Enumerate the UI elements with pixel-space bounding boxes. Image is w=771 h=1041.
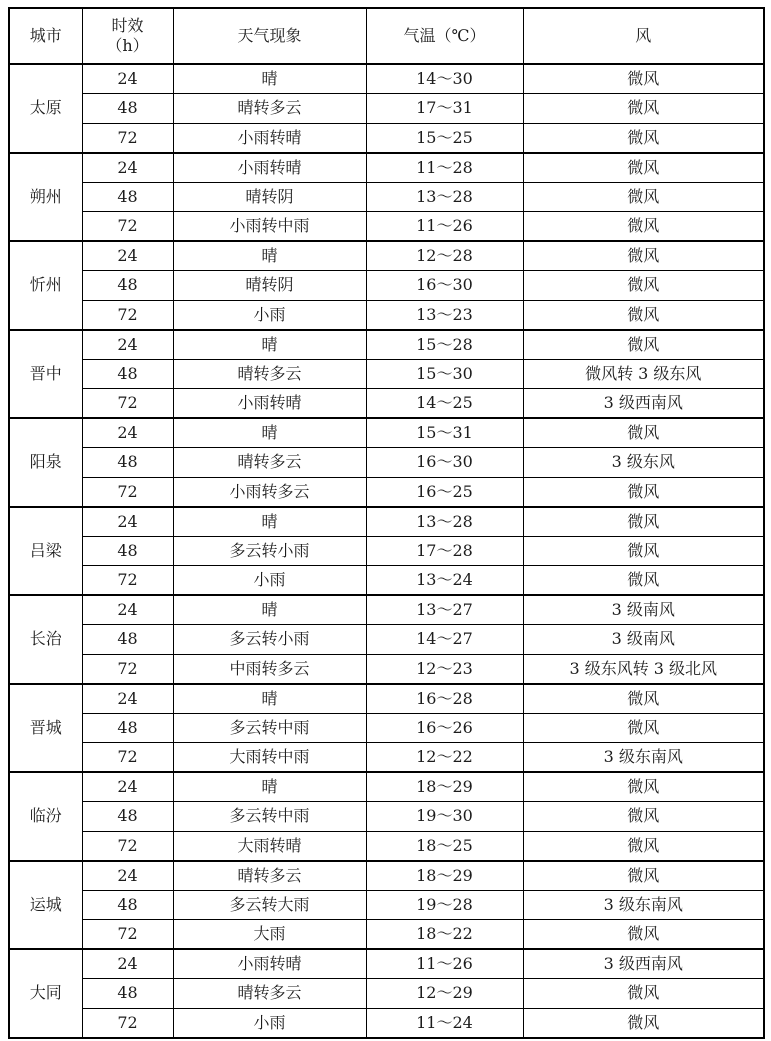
weather-cell: 晴 bbox=[173, 684, 366, 714]
temp-cell: 15～28 bbox=[366, 330, 523, 360]
period-cell: 72 bbox=[82, 1008, 173, 1038]
forecast-row bbox=[9, 241, 764, 271]
forecast-row bbox=[9, 802, 764, 832]
temp-cell: 13～28 bbox=[366, 182, 523, 212]
period-cell: 48 bbox=[82, 448, 173, 478]
temp-cell: 12～22 bbox=[366, 743, 523, 773]
weather-cell: 晴转多云 bbox=[173, 359, 366, 389]
temp-cell: 14～27 bbox=[366, 625, 523, 655]
period-cell: 48 bbox=[82, 536, 173, 566]
header-row bbox=[9, 8, 764, 64]
wind-cell: 3 级南风 bbox=[523, 625, 764, 655]
wind-cell: 微风 bbox=[523, 831, 764, 861]
temp-cell: 14～30 bbox=[366, 64, 523, 94]
wind-cell: 微风 bbox=[523, 1008, 764, 1038]
weather-cell: 多云转中雨 bbox=[173, 713, 366, 743]
temp-cell: 16～26 bbox=[366, 713, 523, 743]
temp-cell: 19～30 bbox=[366, 802, 523, 832]
weather-cell: 小雨 bbox=[173, 300, 366, 330]
weather-cell: 晴 bbox=[173, 241, 366, 271]
temp-cell: 18～29 bbox=[366, 772, 523, 802]
weather-cell: 晴转阴 bbox=[173, 271, 366, 301]
header-period-line2: （h） bbox=[106, 36, 149, 55]
weather-cell: 小雨转晴 bbox=[173, 153, 366, 183]
weather-cell: 晴转多云 bbox=[173, 861, 366, 891]
wind-cell: 微风 bbox=[523, 802, 764, 832]
forecast-row bbox=[9, 625, 764, 655]
temp-cell: 11～26 bbox=[366, 949, 523, 979]
period-cell: 72 bbox=[82, 123, 173, 153]
period-cell: 48 bbox=[82, 713, 173, 743]
table-header bbox=[9, 8, 764, 64]
weather-cell: 大雨转中雨 bbox=[173, 743, 366, 773]
wind-cell: 微风 bbox=[523, 536, 764, 566]
weather-cell: 晴转阴 bbox=[173, 182, 366, 212]
city-cell: 朔州 bbox=[9, 153, 82, 242]
temp-cell: 11～24 bbox=[366, 1008, 523, 1038]
city-cell: 阳泉 bbox=[9, 418, 82, 507]
forecast-row bbox=[9, 654, 764, 684]
weather-cell: 多云转大雨 bbox=[173, 890, 366, 920]
temp-cell: 14～25 bbox=[366, 389, 523, 419]
temp-cell: 13～23 bbox=[366, 300, 523, 330]
period-cell: 72 bbox=[82, 389, 173, 419]
header-temperature: 气温（℃） bbox=[366, 8, 523, 64]
period-cell: 24 bbox=[82, 684, 173, 714]
wind-cell: 微风 bbox=[523, 330, 764, 360]
period-cell: 48 bbox=[82, 625, 173, 655]
wind-cell: 微风 bbox=[523, 212, 764, 242]
temp-cell: 12～29 bbox=[366, 979, 523, 1009]
wind-cell: 微风 bbox=[523, 507, 764, 537]
wind-cell: 微风 bbox=[523, 94, 764, 124]
weather-cell: 晴转多云 bbox=[173, 448, 366, 478]
wind-cell: 3 级西南风 bbox=[523, 389, 764, 419]
forecast-row bbox=[9, 94, 764, 124]
wind-cell: 微风 bbox=[523, 861, 764, 891]
wind-cell: 3 级东风转 3 级北风 bbox=[523, 654, 764, 684]
temp-cell: 11～26 bbox=[366, 212, 523, 242]
forecast-row bbox=[9, 979, 764, 1009]
header-period-line1: 时效 bbox=[111, 16, 144, 35]
city-cell: 太原 bbox=[9, 64, 82, 153]
weather-cell: 晴 bbox=[173, 595, 366, 625]
forecast-row bbox=[9, 389, 764, 419]
temp-cell: 18～22 bbox=[366, 920, 523, 950]
period-cell: 24 bbox=[82, 153, 173, 183]
period-cell: 48 bbox=[82, 890, 173, 920]
temp-cell: 15～25 bbox=[366, 123, 523, 153]
header-city: 城市 bbox=[9, 8, 82, 64]
period-cell: 48 bbox=[82, 271, 173, 301]
period-cell: 24 bbox=[82, 507, 173, 537]
wind-cell: 微风转 3 级东风 bbox=[523, 359, 764, 389]
weather-cell: 晴 bbox=[173, 418, 366, 448]
temp-cell: 18～29 bbox=[366, 861, 523, 891]
period-cell: 24 bbox=[82, 330, 173, 360]
weather-forecast-table bbox=[8, 7, 765, 1039]
temp-cell: 17～28 bbox=[366, 536, 523, 566]
wind-cell: 3 级西南风 bbox=[523, 949, 764, 979]
forecast-row bbox=[9, 359, 764, 389]
weather-cell: 大雨转晴 bbox=[173, 831, 366, 861]
period-cell: 72 bbox=[82, 831, 173, 861]
period-cell: 72 bbox=[82, 654, 173, 684]
temp-cell: 16～30 bbox=[366, 271, 523, 301]
wind-cell: 微风 bbox=[523, 300, 764, 330]
forecast-row bbox=[9, 684, 764, 714]
forecast-row bbox=[9, 861, 764, 891]
weather-cell: 小雨转晴 bbox=[173, 949, 366, 979]
forecast-row bbox=[9, 271, 764, 301]
period-cell: 24 bbox=[82, 64, 173, 94]
temp-cell: 18～25 bbox=[366, 831, 523, 861]
weather-cell: 晴转多云 bbox=[173, 979, 366, 1009]
city-cell: 吕梁 bbox=[9, 507, 82, 596]
city-cell: 晋中 bbox=[9, 330, 82, 419]
forecast-row bbox=[9, 182, 764, 212]
forecast-row bbox=[9, 949, 764, 979]
forecast-row bbox=[9, 123, 764, 153]
weather-cell: 小雨 bbox=[173, 1008, 366, 1038]
header-weather: 天气现象 bbox=[173, 8, 366, 64]
forecast-row bbox=[9, 448, 764, 478]
table-body bbox=[9, 64, 764, 1038]
wind-cell: 微风 bbox=[523, 684, 764, 714]
temp-cell: 16～30 bbox=[366, 448, 523, 478]
city-cell: 临汾 bbox=[9, 772, 82, 861]
weather-cell: 小雨转多云 bbox=[173, 477, 366, 507]
city-cell: 长治 bbox=[9, 595, 82, 684]
wind-cell: 微风 bbox=[523, 772, 764, 802]
city-cell: 大同 bbox=[9, 949, 82, 1038]
period-cell: 24 bbox=[82, 949, 173, 979]
wind-cell: 微风 bbox=[523, 271, 764, 301]
temp-cell: 11～28 bbox=[366, 153, 523, 183]
period-cell: 48 bbox=[82, 94, 173, 124]
period-cell: 24 bbox=[82, 418, 173, 448]
period-cell: 24 bbox=[82, 772, 173, 802]
forecast-row bbox=[9, 212, 764, 242]
forecast-row bbox=[9, 300, 764, 330]
weather-cell: 晴转多云 bbox=[173, 94, 366, 124]
temp-cell: 12～23 bbox=[366, 654, 523, 684]
temp-cell: 15～31 bbox=[366, 418, 523, 448]
weather-cell: 小雨 bbox=[173, 566, 366, 596]
weather-cell: 小雨转晴 bbox=[173, 389, 366, 419]
wind-cell: 微风 bbox=[523, 979, 764, 1009]
period-cell: 72 bbox=[82, 566, 173, 596]
forecast-row bbox=[9, 595, 764, 625]
temp-cell: 17～31 bbox=[366, 94, 523, 124]
weather-cell: 多云转小雨 bbox=[173, 625, 366, 655]
period-cell: 48 bbox=[82, 979, 173, 1009]
period-cell: 48 bbox=[82, 359, 173, 389]
forecast-row bbox=[9, 1008, 764, 1038]
temp-cell: 15～30 bbox=[366, 359, 523, 389]
forecast-row bbox=[9, 418, 764, 448]
forecast-row bbox=[9, 772, 764, 802]
forecast-row bbox=[9, 890, 764, 920]
temp-cell: 19～28 bbox=[366, 890, 523, 920]
forecast-row bbox=[9, 566, 764, 596]
forecast-row bbox=[9, 920, 764, 950]
weather-cell: 晴 bbox=[173, 507, 366, 537]
wind-cell: 微风 bbox=[523, 241, 764, 271]
weather-cell: 小雨转中雨 bbox=[173, 212, 366, 242]
wind-cell: 3 级南风 bbox=[523, 595, 764, 625]
period-cell: 72 bbox=[82, 212, 173, 242]
period-cell: 72 bbox=[82, 920, 173, 950]
wind-cell: 微风 bbox=[523, 477, 764, 507]
period-cell: 72 bbox=[82, 300, 173, 330]
wind-cell: 微风 bbox=[523, 566, 764, 596]
period-cell: 72 bbox=[82, 743, 173, 773]
weather-cell: 晴 bbox=[173, 772, 366, 802]
forecast-row bbox=[9, 64, 764, 94]
weather-cell: 多云转中雨 bbox=[173, 802, 366, 832]
temp-cell: 12～28 bbox=[366, 241, 523, 271]
city-cell: 晋城 bbox=[9, 684, 82, 773]
header-wind: 风 bbox=[523, 8, 764, 64]
forecast-row bbox=[9, 536, 764, 566]
temp-cell: 13～27 bbox=[366, 595, 523, 625]
forecast-row bbox=[9, 713, 764, 743]
period-cell: 48 bbox=[82, 182, 173, 212]
header-period bbox=[82, 8, 173, 64]
forecast-row bbox=[9, 477, 764, 507]
period-cell: 24 bbox=[82, 595, 173, 625]
period-cell: 24 bbox=[82, 861, 173, 891]
weather-cell: 大雨 bbox=[173, 920, 366, 950]
temp-cell: 16～28 bbox=[366, 684, 523, 714]
wind-cell: 微风 bbox=[523, 64, 764, 94]
wind-cell: 微风 bbox=[523, 713, 764, 743]
temp-cell: 16～25 bbox=[366, 477, 523, 507]
wind-cell: 3 级东风 bbox=[523, 448, 764, 478]
wind-cell: 微风 bbox=[523, 418, 764, 448]
weather-cell: 中雨转多云 bbox=[173, 654, 366, 684]
wind-cell: 3 级东南风 bbox=[523, 743, 764, 773]
period-cell: 24 bbox=[82, 241, 173, 271]
forecast-row bbox=[9, 330, 764, 360]
wind-cell: 微风 bbox=[523, 920, 764, 950]
period-cell: 72 bbox=[82, 477, 173, 507]
forecast-row bbox=[9, 831, 764, 861]
wind-cell: 微风 bbox=[523, 182, 764, 212]
wind-cell: 微风 bbox=[523, 153, 764, 183]
temp-cell: 13～28 bbox=[366, 507, 523, 537]
city-cell: 忻州 bbox=[9, 241, 82, 330]
city-cell: 运城 bbox=[9, 861, 82, 950]
weather-cell: 小雨转晴 bbox=[173, 123, 366, 153]
weather-cell: 晴 bbox=[173, 64, 366, 94]
weather-cell: 晴 bbox=[173, 330, 366, 360]
forecast-row bbox=[9, 153, 764, 183]
weather-cell: 多云转小雨 bbox=[173, 536, 366, 566]
period-cell: 48 bbox=[82, 802, 173, 832]
temp-cell: 13～24 bbox=[366, 566, 523, 596]
forecast-row bbox=[9, 743, 764, 773]
wind-cell: 微风 bbox=[523, 123, 764, 153]
forecast-row bbox=[9, 507, 764, 537]
wind-cell: 3 级东南风 bbox=[523, 890, 764, 920]
